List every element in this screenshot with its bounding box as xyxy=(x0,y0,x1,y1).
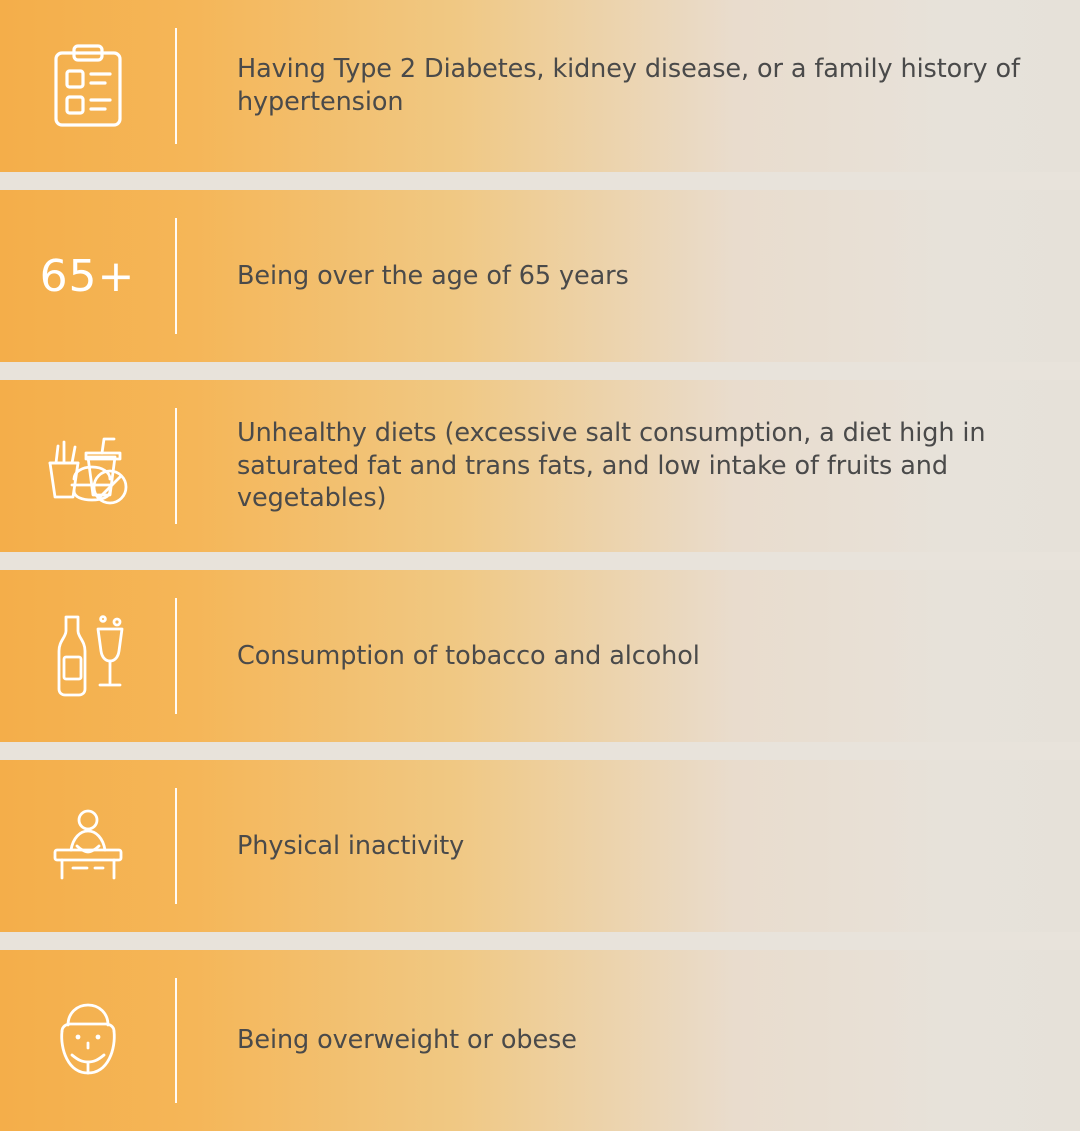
row-divider xyxy=(175,978,177,1103)
list-item-label: Consumption of tobacco and alcohol xyxy=(237,640,700,671)
row-separator xyxy=(0,742,1080,760)
list-item xyxy=(0,0,1080,172)
list-item-label: Being overweight or obese xyxy=(237,1025,577,1056)
list-item-label: Being over the age of 65 years xyxy=(237,260,629,291)
list-item-label: Unhealthy diets (excessive salt consumption, a diet high in saturated fat and trans fats, and low intake of fruits and vegetables) xyxy=(237,418,986,514)
list-item xyxy=(0,570,1080,742)
overweight-person-icon xyxy=(0,950,175,1131)
row-separator xyxy=(0,172,1080,190)
row-separator xyxy=(0,932,1080,950)
row-separator xyxy=(0,362,1080,380)
list-item-label: Having Type 2 Diabetes, kidney disease, or a family history of hypertension xyxy=(237,54,1020,117)
list-item xyxy=(0,190,1080,362)
list-item xyxy=(0,760,1080,932)
row-separator xyxy=(0,552,1080,570)
person-at-desk-icon xyxy=(0,760,175,932)
fast-food-prohibited-icon xyxy=(0,380,175,552)
list-item xyxy=(0,950,1080,1131)
row-divider xyxy=(175,218,177,334)
row-divider xyxy=(175,598,177,714)
clipboard-medical-record-icon xyxy=(0,0,175,172)
bottle-and-wine-glass-icon xyxy=(0,570,175,742)
row-divider xyxy=(175,28,177,144)
list-item xyxy=(0,380,1080,552)
list-item-label: Physical inactivity xyxy=(237,830,465,861)
row-divider xyxy=(175,408,177,524)
row-divider xyxy=(175,788,177,904)
age-65-plus-text-icon xyxy=(0,190,175,362)
age-label: 65+ xyxy=(39,250,136,302)
